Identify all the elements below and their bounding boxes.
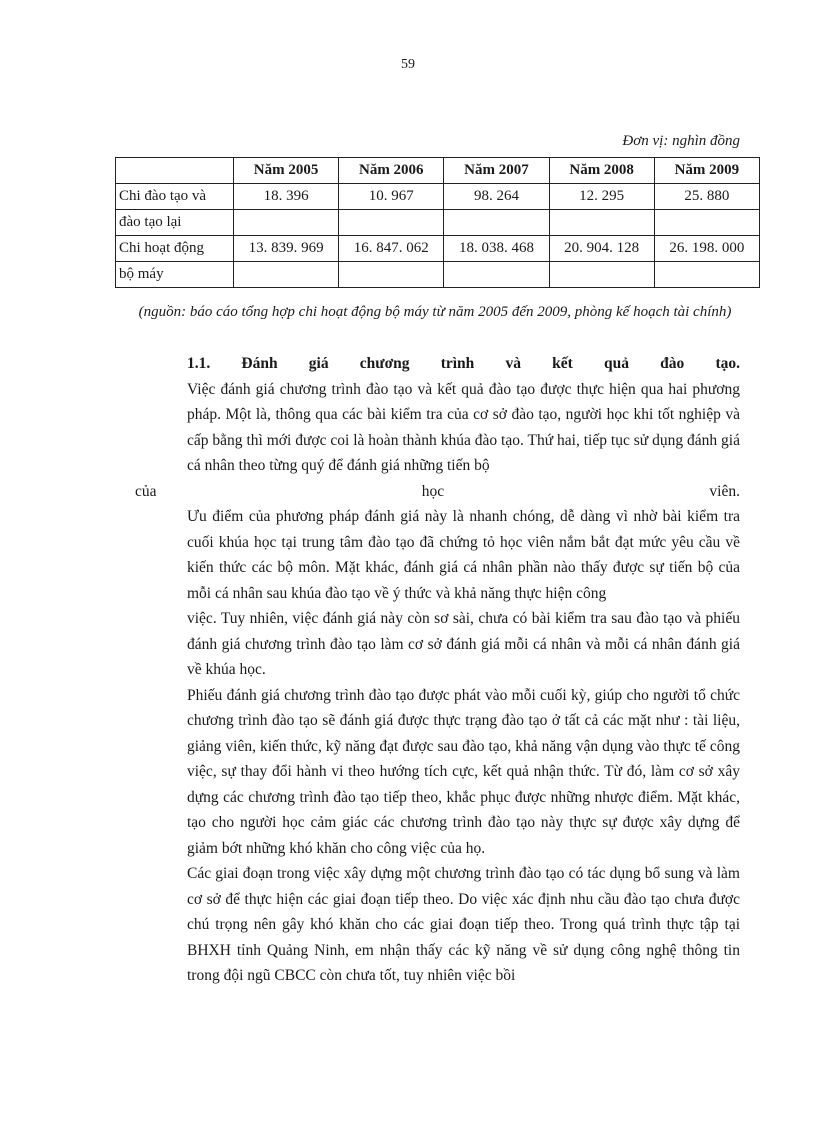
table-cell: 25. 880 <box>654 184 759 210</box>
table-row-cont <box>116 262 760 288</box>
row-label: Chi đào tạo và <box>116 184 234 210</box>
table-cell-empty <box>654 210 759 236</box>
table-cell-empty <box>234 210 339 236</box>
paragraph-text: của học viên. <box>135 482 740 500</box>
table-header-cell: Năm 2009 <box>654 158 759 184</box>
page-number: 59 <box>401 57 415 72</box>
paragraph-text: Phiếu đánh giá chương trình đào tạo được phát vào mỗi cuối kỳ, giúp cho người tổ chức chương trình đào tạo sẽ đánh giá được thực trạng đào tạo ở tất cả các mặt như : tài liệu, giảng viên, kiến thức, kỹ năng đạt được sau đào tạo, khả năng vận dụng vào thực tế công việc, sự thay đổi hành vi theo hướng tích cực, kết quả nhận thức. Từ đó, làm cơ sở xây dựng các chương trình đào tạo tiếp theo, khắc phục được những nhược điểm. Mặt khác, tạo cho người học cảm giác các chương trình đào tạo này thực sự được xây dựng để giảm bớt những khó khăn cho công việc của họ. <box>187 686 740 857</box>
paragraph-text: Các giai đoạn trong việc xây dựng một chương trình đào tạo có tác dụng bổ sung và làm cơ sở để thực hiện các giai đoạn tiếp theo. Do việc xác định nhu cầu đào tạo chưa được chú trọng nên gây khó khăn cho các giai đoạn tiếp theo. Trong quá trình thực tập tại BHXH tỉnh Quảng Ninh, em nhận thấy các kỹ năng về sử dụng công nghệ thông tin trong đội ngũ CBCC còn chưa tốt, tuy nhiên việc bồi <box>187 865 740 984</box>
table-cell-empty <box>444 262 549 288</box>
paragraph <box>135 683 740 862</box>
table-header-cell: Năm 2005 <box>234 158 339 184</box>
paragraph <box>135 861 740 989</box>
table-header-row <box>116 158 760 184</box>
table-cell: 18. 038. 468 <box>444 236 549 262</box>
unit-label: Đơn vị: nghìn đồng <box>622 133 740 149</box>
table-header-cell: Năm 2008 <box>549 158 654 184</box>
table-cell: 16. 847. 062 <box>339 236 444 262</box>
table-cell: 18. 396 <box>234 184 339 210</box>
table-row <box>116 184 760 210</box>
table-row <box>116 236 760 262</box>
paragraph-text: Việc đánh giá chương trình đào tạo và kết quả đào tạo được thực hiện qua hai phương pháp. Một là, thông qua các bài kiểm tra của cơ sở đào tạo, người học khi tốt nghiệp và cấp bằng thì mới được coi là hoàn thành khúa đào tạo. Thứ hai, tiếp tục sử dụng đánh giá cá nhân theo từng quý để đánh giá những tiến bộ <box>187 380 740 474</box>
table-cell: 98. 264 <box>444 184 549 210</box>
table-cell-empty <box>339 210 444 236</box>
table-cell-empty <box>234 262 339 288</box>
expense-table <box>115 157 760 288</box>
row-label: Chi hoạt động <box>116 236 234 262</box>
table-cell: 20. 904. 128 <box>549 236 654 262</box>
paragraph <box>135 377 740 505</box>
section-heading: 1.1. Đánh giá chương trình và kết quả đào tạo. <box>187 355 740 372</box>
table-cell: 13. 839. 969 <box>234 236 339 262</box>
table-cell: 12. 295 <box>549 184 654 210</box>
table-header-cell: Năm 2006 <box>339 158 444 184</box>
table-header-cell <box>116 158 234 184</box>
paragraph-text: Ưu điểm của phương pháp đánh giá này là nhanh chóng, dễ dàng vì nhờ bài kiểm tra cuối khúa học tại trung tâm đào tạo đã chứng tỏ học viên nắm bắt đạt mức yêu cầu về kiến thức các bộ môn. Mặt khác, đánh giá cá nhân phần nào thấy được sự tiến bộ của mỗi cá nhân sau khúa đào tạo về ý thức và khả năng thực hiện công <box>187 508 740 602</box>
table-cell-empty <box>549 210 654 236</box>
table-cell: 26. 198. 000 <box>654 236 759 262</box>
row-label-cont: đào tạo lại <box>116 210 234 236</box>
table-cell: 10. 967 <box>339 184 444 210</box>
paragraph-text: việc. Tuy nhiên, việc đánh giá này còn sơ sài, chưa có bài kiểm tra sau đào tạo và phiếu đánh giá chương trình đào tạo làm cơ sở đánh giá mỗi cá nhân và mỗi cá nhân đánh giá về khúa học. <box>187 610 740 678</box>
table-cell-empty <box>654 262 759 288</box>
table-header-cell: Năm 2007 <box>444 158 549 184</box>
body-text <box>135 351 740 989</box>
paragraph <box>135 504 740 683</box>
table-row-cont <box>116 210 760 236</box>
table-cell-empty <box>549 262 654 288</box>
table-cell-empty <box>444 210 549 236</box>
source-note: (nguồn: báo cáo tổng hợp chi hoạt động bộ máy từ năm 2005 đến 2009, phòng kế hoạch tài chính) <box>138 304 732 320</box>
row-label-cont: bộ máy <box>116 262 234 288</box>
table-cell-empty <box>339 262 444 288</box>
